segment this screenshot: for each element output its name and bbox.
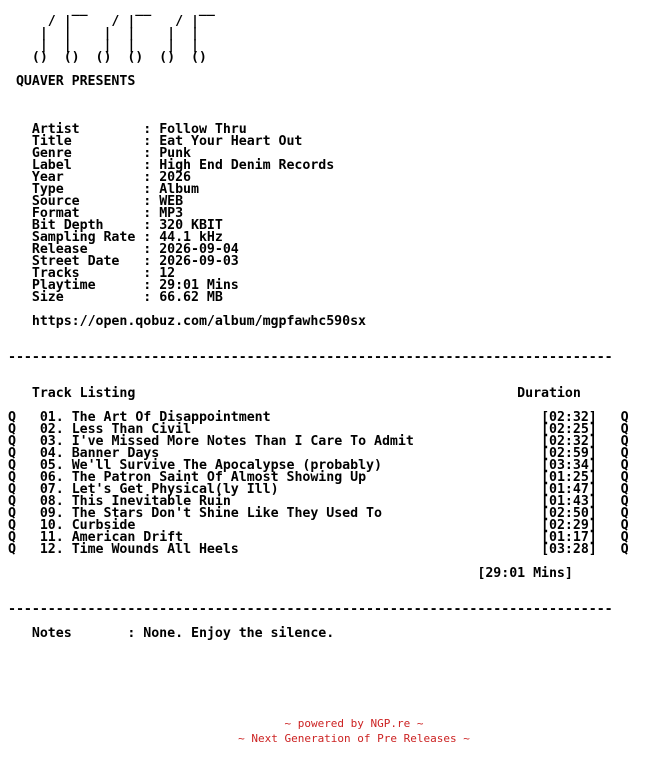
track-number: 05. (39, 458, 64, 473)
release-info-row: Format : MP3 (31, 206, 184, 221)
track-marker-right: Q (620, 494, 629, 509)
track-duration: [01:47] (541, 482, 597, 497)
track-title: Less Than Civil (71, 422, 542, 437)
track-marker-right: Q (620, 530, 629, 545)
track-duration: [02:25] (541, 422, 597, 437)
track-marker-right: Q (620, 518, 629, 533)
logo-line-1: __ __ __ (8, 2, 215, 17)
track-duration: [03:28] (541, 542, 597, 557)
release-info-row: Source : WEB (31, 194, 184, 209)
track-marker-right: Q (620, 446, 629, 461)
track-number: 10. (39, 518, 64, 533)
track-duration: [01:43] (541, 494, 597, 509)
notes-value: None. Enjoy the silence. (143, 626, 335, 641)
track-duration: [02:32] (541, 434, 597, 449)
release-info-key: Tracks (31, 266, 144, 281)
track-title: Let's Get Physical(ly Ill) (71, 482, 542, 497)
release-info-key: Release (31, 242, 144, 257)
divider: ---------------------------------------------------------------------------- (8, 350, 613, 365)
release-info-key: Genre (31, 146, 144, 161)
track-marker-right: Q (620, 542, 629, 557)
release-info-value: MP3 (159, 206, 184, 221)
track-number: 08. (39, 494, 64, 509)
release-info-row: Release : 2026-09-04 (31, 242, 239, 257)
release-info-key: Sampling Rate (31, 230, 144, 245)
presenter-label: QUAVER PRESENTS (8, 74, 136, 89)
release-info-row: Label : High End Denim Records (31, 158, 335, 173)
logo-line-5: () () () () () () (8, 50, 207, 65)
track-duration: [02:32] (541, 410, 597, 425)
release-info-key: Bit Depth (31, 218, 144, 233)
divider: ---------------------------------------------------------------------------- (8, 602, 613, 617)
track-title: Time Wounds All Heels (71, 542, 542, 557)
total-duration (8, 568, 629, 580)
track-duration: [02:29] (541, 518, 597, 533)
track-marker-left: Q (8, 542, 16, 557)
release-info-key: Format (31, 206, 144, 221)
track-marker-right: Q (620, 458, 629, 473)
track-title: The Patron Saint Of Almost Showing Up (71, 470, 542, 485)
release-info-value: WEB (159, 194, 184, 209)
release-info-value: 2026-09-03 (159, 254, 239, 269)
logo-line-2: / | / | / | (8, 14, 199, 29)
track-title: I've Missed More Notes Than I Care To Admit (71, 434, 542, 449)
release-info-value: 2026-09-04 (159, 242, 239, 257)
release-info-value: 320 KBIT (159, 218, 223, 233)
track-number: 11. (39, 530, 64, 545)
track-marker-right: Q (620, 434, 629, 449)
track-number: 01. (39, 410, 64, 425)
track-title: We'll Survive The Apocalypse (probably) (71, 458, 542, 473)
duration-label: Duration (517, 386, 581, 401)
track-number: 07. (39, 482, 64, 497)
track-duration: [03:34] (541, 458, 597, 473)
track-marker-left: Q (8, 434, 16, 449)
track-marker-right: Q (620, 422, 629, 437)
release-info-row: Street Date : 2026-09-03 (31, 254, 239, 269)
track-number: 06. (39, 470, 64, 485)
tracklist-heading (8, 388, 629, 400)
release-info-row: Playtime : 29:01 Mins (31, 278, 239, 293)
release-info-value: 2026 (159, 170, 192, 185)
release-info-value: 29:01 Mins (159, 278, 239, 293)
track-marker-left: Q (8, 518, 16, 533)
release-info-value: 44.1 kHz (159, 230, 223, 245)
track-marker-right: Q (620, 506, 629, 521)
blank-line (8, 88, 629, 100)
track-marker-left: Q (8, 422, 16, 437)
track-list (8, 412, 629, 556)
release-info-key: Label (31, 158, 144, 173)
track-title: The Stars Don't Shine Like They Used To (71, 506, 542, 521)
track-marker-right: Q (620, 470, 629, 485)
release-info-row: Tracks : 12 (31, 266, 176, 281)
track-marker-left: Q (8, 530, 16, 545)
track-title: The Art Of Disappointment (71, 410, 542, 425)
track-marker-left: Q (8, 470, 16, 485)
track-marker-left: Q (8, 410, 16, 425)
release-info (8, 124, 629, 304)
track-title: Curbside (71, 518, 542, 533)
release-info-row: Size : 66.62 MB (31, 290, 223, 305)
track-duration: [01:25] (541, 470, 597, 485)
release-info-value: 12 (159, 266, 176, 281)
track-marker-left: Q (8, 506, 16, 521)
release-url-text[interactable]: https://open.qobuz.com/album/mgpfawhc590sx (31, 314, 367, 329)
release-info-row: Title : Eat Your Heart Out (31, 134, 303, 149)
nfo-text (8, 4, 629, 640)
release-info-value: Album (159, 182, 199, 197)
track-marker-left: Q (8, 482, 16, 497)
track-number: 04. (39, 446, 64, 461)
track-number: 02. (39, 422, 64, 437)
release-info-row: Type : Album (31, 182, 199, 197)
release-info-key: Size (31, 290, 144, 305)
blank-line (8, 328, 629, 340)
release-info-value: 66.62 MB (159, 290, 223, 305)
track-number: 09. (39, 506, 64, 521)
release-info-key: Source (31, 194, 144, 209)
track-title: Banner Days (71, 446, 542, 461)
logo-line-3: | | | | | | (8, 26, 199, 41)
footer-tagline: ~ Next Generation of Pre Releases ~ (238, 732, 470, 745)
track-duration: [02:59] (541, 446, 597, 461)
release-info-value: High End Denim Records (159, 158, 335, 173)
release-info-value: Eat Your Heart Out (159, 134, 303, 149)
track-marker-right: Q (620, 410, 629, 425)
release-info-value: Punk (159, 146, 192, 161)
notes-line: Notes : None. Enjoy the silence. (31, 626, 335, 641)
release-info-key: Artist (31, 122, 144, 137)
track-title: American Drift (71, 530, 542, 545)
release-info-value: Follow Thru (159, 122, 247, 137)
release-info-key: Type (31, 182, 144, 197)
release-info-row: Sampling Rate : 44.1 kHz (31, 230, 223, 245)
blank-line (8, 364, 629, 376)
track-marker-left: Q (8, 494, 16, 509)
track-marker-left: Q (8, 458, 16, 473)
logo-line-4: | | | | | | (8, 38, 199, 53)
track-listing-label: Track Listing (31, 386, 518, 401)
release-info-row: Year : 2026 (31, 170, 192, 185)
release-info-row: Genre : Punk (31, 146, 192, 161)
track-number: 12. (39, 542, 64, 557)
footer-powered-by: ~ powered by NGP.re ~ (284, 717, 424, 730)
notes-key: Notes (31, 626, 128, 641)
release-info-key: Year (31, 170, 144, 185)
release-info-row: Artist : Follow Thru (31, 122, 247, 137)
blank-line (8, 580, 629, 592)
release-url[interactable] (8, 316, 629, 328)
release-info-key: Title (31, 134, 144, 149)
release-info-key: Street Date (31, 254, 144, 269)
total-duration-value: [29:01 Mins] (477, 566, 573, 581)
track-duration: [01:17] (541, 530, 597, 545)
track-marker-right: Q (620, 482, 629, 497)
track-duration: [02:50] (541, 506, 597, 521)
release-info-row: Bit Depth : 320 KBIT (31, 218, 223, 233)
track-marker-left: Q (8, 446, 16, 461)
track-title: This Inevitable Ruin (71, 494, 542, 509)
track-number: 03. (39, 434, 64, 449)
track-row (8, 544, 629, 556)
blank-line (8, 100, 629, 112)
release-info-key: Playtime (31, 278, 144, 293)
